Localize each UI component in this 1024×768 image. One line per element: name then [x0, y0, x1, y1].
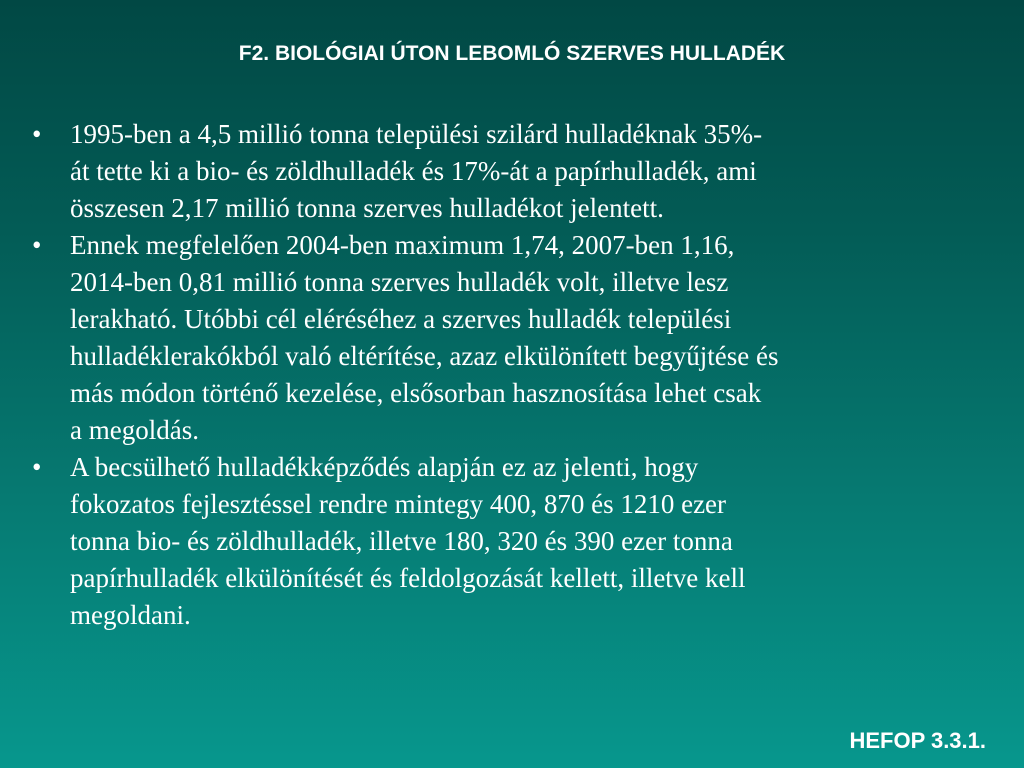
- bullet-line: a megoldás.: [70, 415, 199, 445]
- footer-label: HEFOP 3.3.1.: [849, 728, 986, 753]
- slide-title: F2. BIOLÓGIAI ÚTON LEBOMLÓ SZERVES HULLADÉK: [238, 42, 786, 65]
- bullet-line: papírhulladék elkülönítését és feldolgozását kellett, illetve kell: [70, 563, 746, 593]
- bullet-line: 1995-ben a 4,5 millió tonna települési szilárd hulladéknak 35%-: [70, 119, 763, 149]
- bullet-line: lerakható. Utóbbi cél eléréséhez a szerves hulladék települési: [70, 304, 732, 334]
- bullet-item-2: [32, 227, 972, 449]
- bullet-line: 2014-ben 0,81 millió tonna szerves hulladék volt, illetve lesz: [70, 267, 729, 297]
- bullet-line: összesen 2,17 millió tonna szerves hulladékot jelentett.: [70, 193, 664, 223]
- bullet-line: tonna bio- és zöldhulladék, illetve 180, 320 és 390 ezer tonna: [70, 526, 733, 556]
- bullet-line: más módon történő kezelése, elsősorban hasznosítása lehet csak: [70, 378, 762, 408]
- bullet-line: Ennek megfelelően 2004-ben maximum 1,74, 2007-ben 1,16,: [70, 230, 735, 260]
- bullet-line: fokozatos fejlesztéssel rendre mintegy 400, 870 és 1210 ezer: [70, 489, 727, 519]
- bullet-icon: •: [32, 119, 42, 149]
- bullet-line: hulladéklerakókból való eltérítése, azaz elkülönített begyűjtése és: [70, 341, 779, 371]
- bullet-line: át tette ki a bio- és zöldhulladék és 17%-át a papírhulladék, ami: [70, 156, 757, 186]
- bullet-list: [32, 116, 972, 634]
- bullet-item-1: [32, 116, 972, 227]
- bullet-line: megoldani.: [70, 600, 191, 630]
- bullet-icon: •: [32, 230, 42, 260]
- bullet-icon: •: [32, 452, 42, 482]
- bullet-item-3: [32, 449, 972, 634]
- bullet-line: A becsülhető hulladékképződés alapján ez az jelenti, hogy: [70, 452, 699, 482]
